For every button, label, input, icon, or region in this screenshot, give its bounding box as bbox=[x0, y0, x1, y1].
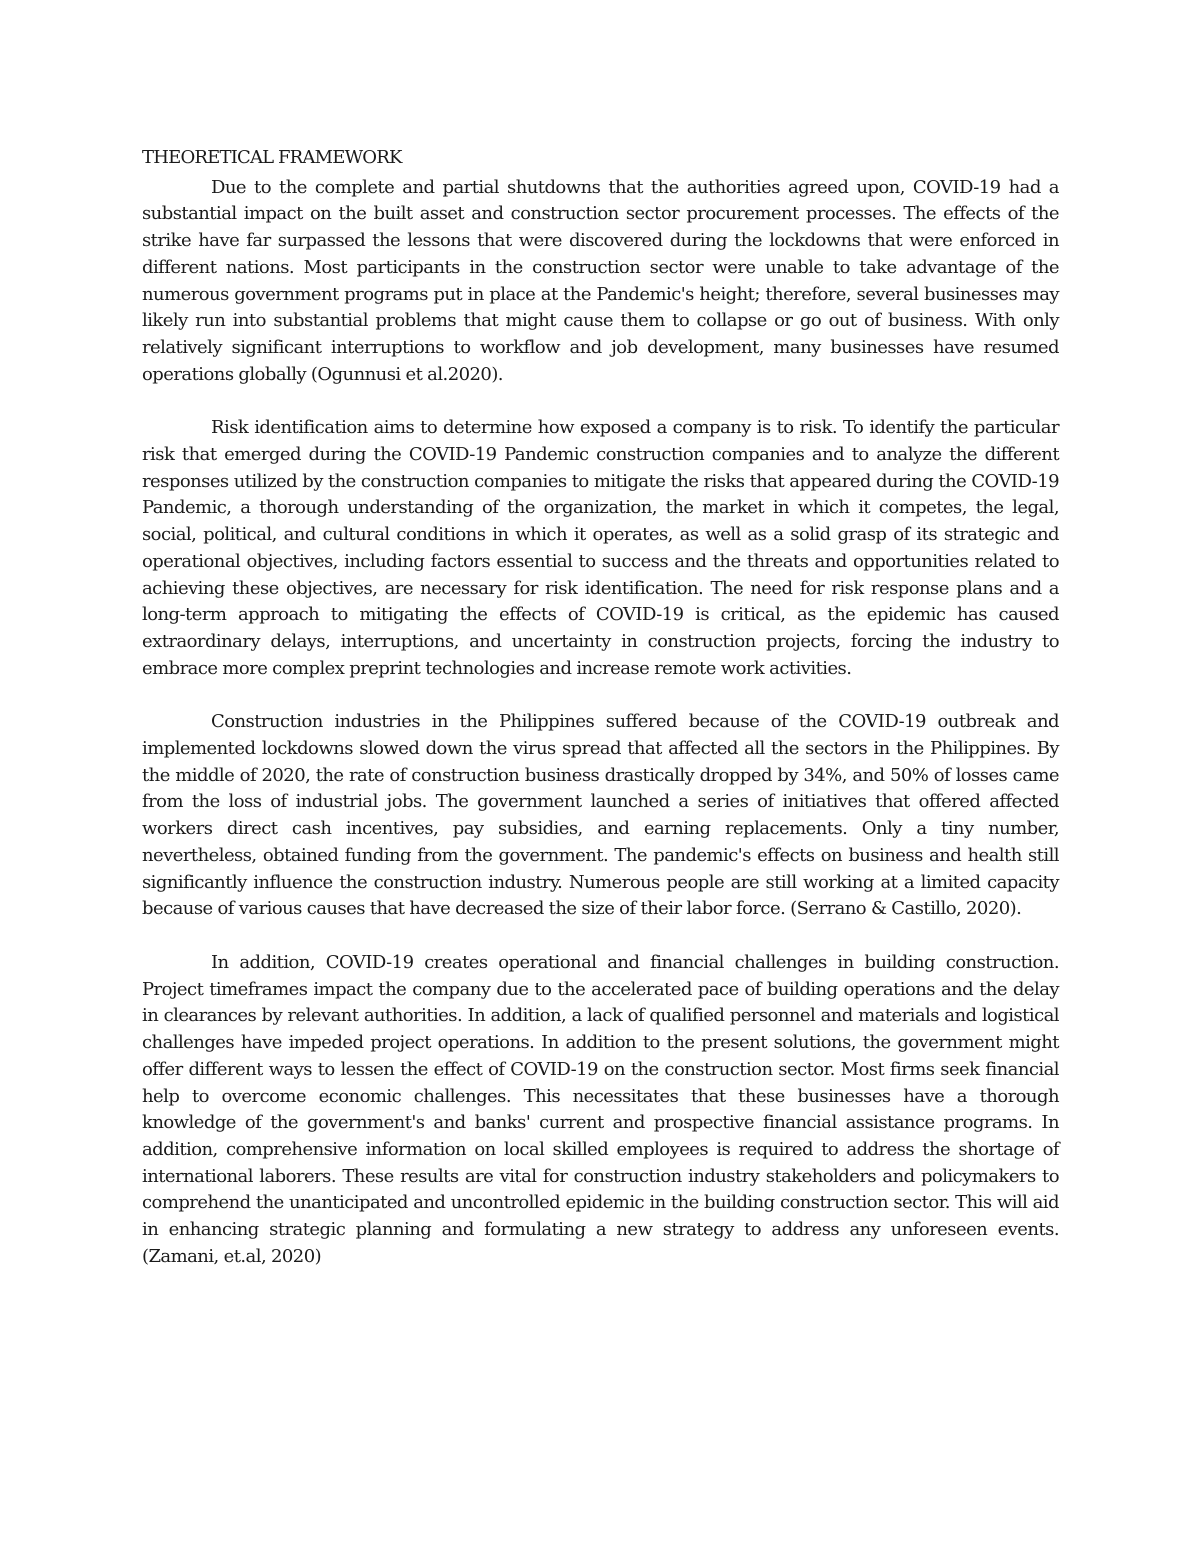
paragraph-2: Risk identification aims to determine how exposed a company is to risk. To identify the particular risk that emerged during the COVID-19 Pandemic construction companies and to analyze the different responses utilized by the construction companies to mitigate the risks that appeared during the COVID-19 Pandemic, a thorough understanding of the organization, the market in which it competes, the legal, social, political, and cultural conditions in which it operates, as well as a solid grasp of its strategic and operational objectives, including factors essential to success and the threats and opportunities related to achieving these objectives, are necessary for risk identification. The need for risk response plans and a long-term approach to mitigating the effects of COVID-19 is critical, as the epidemic has caused extraordinary delays, interruptions, and uncertainty in construction projects, forcing the industry to embrace more complex preprint technologies and increase remote work activities. bbox=[142, 417, 1059, 679]
paragraph-3: Construction industries in the Philippines suffered because of the COVID-19 outbreak and implemented lockdowns slowed down the virus spread that affected all the sectors in the Philippines. By the middle of 2020, the rate of construction business drastically dropped by 34%, and 50% of losses came from the loss of industrial jobs. The government launched a series of initiatives that offered affected workers direct cash incentives, pay subsidies, and earning replacements. Only a tiny number, nevertheless, obtained funding from the government. The pandemic's effects on business and health still significantly influence the construction industry. Numerous people are still working at a limited capacity because of various causes that have decreased the size of their labor force. (Serrano & Castillo, 2020). bbox=[142, 711, 1059, 920]
paragraph-4: In addition, COVID-19 creates operational and financial challenges in building construction. Project timeframes impact the company due to the accelerated pace of building operations and the delay in clearances by relevant authorities. In addition, a lack of qualified personnel and materials and logistical challenges have impeded project operations. In addition to the present solutions, the government might offer different ways to lessen the effect of COVID-19 on the construction sector. Most firms seek financial help to overcome economic challenges. This necessitates that these businesses have a thorough knowledge of the government's and banks' current and prospective financial assistance programs. In addition, comprehensive information on local skilled employees is required to address the shortage of international laborers. These results are vital for construction industry stakeholders and policymakers to comprehend the unanticipated and uncontrolled epidemic in the building construction sector. This will aid in enhancing strategic planning and formulating a new strategy to address any unforeseen events. (Zamani, et.al, 2020) bbox=[142, 951, 1059, 1267]
document-body bbox=[142, 145, 1059, 1270]
section-heading: THEORETICAL FRAMEWORK bbox=[142, 147, 402, 168]
paragraph-1: Due to the complete and partial shutdowns that the authorities agreed upon, COVID-19 had a substantial impact on the built asset and construction sector procurement processes. The effects of the strike have far surpassed the lessons that were discovered during the lockdowns that were enforced in different nations. Most participants in the construction sector were unable to take advantage of the numerous government programs put in place at the Pandemic's height; therefore, several businesses may likely run into substantial problems that might cause them to collapse or go out of business. With only relatively significant interruptions to workflow and job development, many businesses have resumed operations globally (Ogunnusi et al.2020). bbox=[142, 176, 1059, 385]
